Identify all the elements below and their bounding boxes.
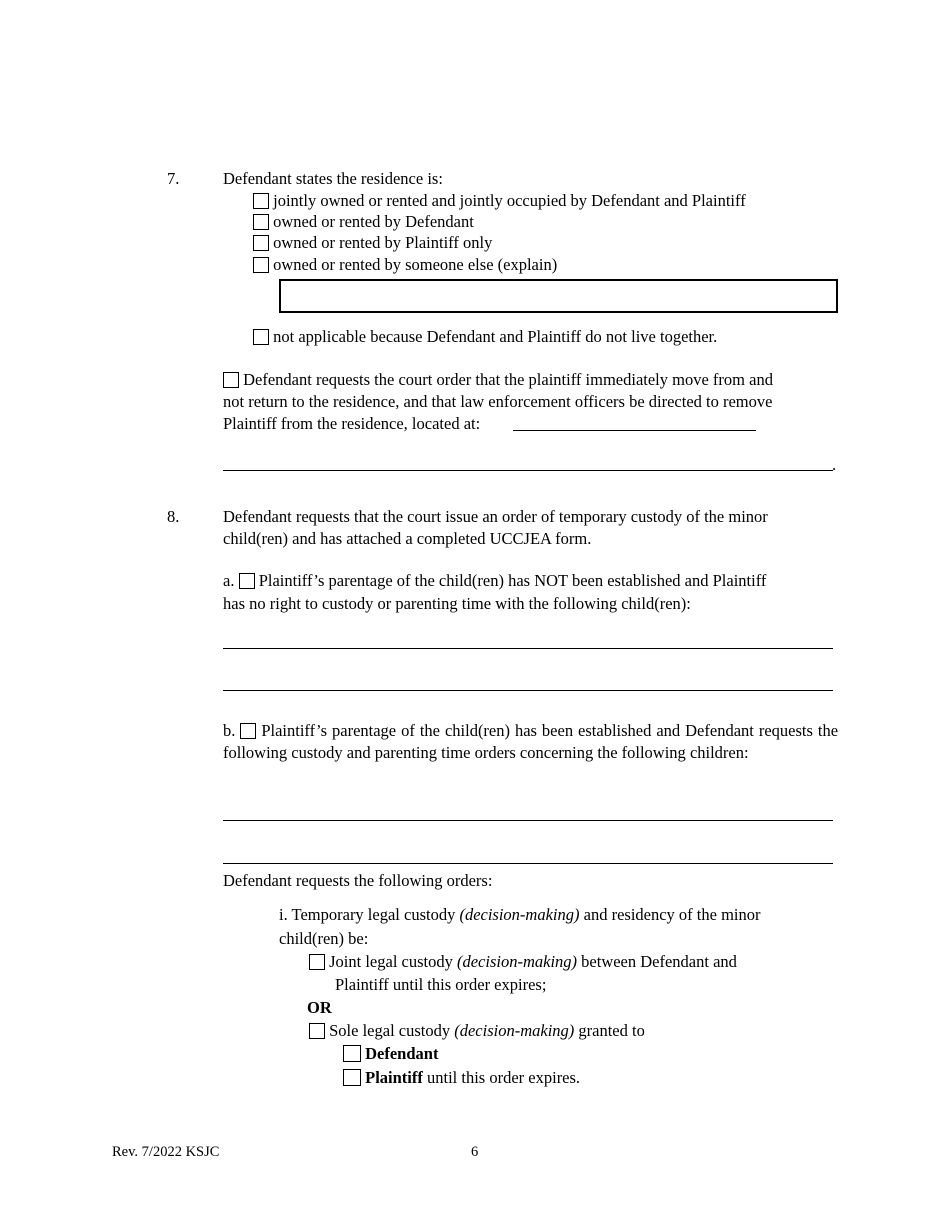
option-b-label: b. bbox=[223, 721, 236, 740]
residence-option-defendant bbox=[253, 211, 474, 233]
option-b-children-line-2[interactable] bbox=[223, 863, 833, 864]
sole-plaintiff-label: Plaintiff bbox=[365, 1068, 423, 1087]
section-8-intro-2: child(ren) and has attached a completed UCCJEA form. bbox=[223, 529, 592, 548]
residence-someone-else-label: owned or rented by someone else (explain) bbox=[273, 255, 558, 274]
legal-custody-line-2: child(ren) be: bbox=[279, 929, 369, 948]
explain-input[interactable] bbox=[279, 279, 838, 313]
residence-plaintiff-label: owned or rented by Plaintiff only bbox=[273, 233, 493, 252]
legal-custody-post: and residency of the minor bbox=[583, 905, 761, 924]
option-a-line-1 bbox=[223, 570, 766, 592]
option-a-label: a. bbox=[223, 571, 235, 590]
joint-custody-pre: Joint legal custody bbox=[329, 952, 453, 971]
joint-custody-option bbox=[309, 951, 737, 973]
residence-option-joint bbox=[253, 190, 746, 212]
sole-custody-post: granted to bbox=[578, 1021, 645, 1040]
residence-someone-else-checkbox[interactable] bbox=[253, 257, 269, 273]
move-request-checkbox[interactable] bbox=[223, 372, 239, 388]
sole-defendant-option bbox=[343, 1043, 438, 1065]
move-request-line-2: not return to the residence, and that law enforcement officers be directed to remove bbox=[223, 392, 773, 411]
option-a-children-line-2[interactable] bbox=[223, 690, 833, 691]
joint-custody-line-2: Plaintiff until this order expires; bbox=[335, 975, 547, 994]
residence-defendant-label: owned or rented by Defendant bbox=[273, 212, 474, 231]
sole-custody-italic: (decision-making) bbox=[454, 1021, 575, 1040]
legal-custody-line-1 bbox=[279, 904, 760, 926]
legal-custody-pre: i. Temporary legal custody bbox=[279, 905, 456, 924]
joint-custody-checkbox[interactable] bbox=[309, 954, 325, 970]
residence-joint-label: jointly owned or rented and jointly occupied by Defendant and Plaintiff bbox=[273, 191, 746, 210]
legal-custody-italic: (decision-making) bbox=[459, 905, 580, 924]
residence-option-not-applicable bbox=[253, 326, 717, 348]
sole-custody-option bbox=[309, 1020, 645, 1042]
sole-custody-pre: Sole legal custody bbox=[329, 1021, 451, 1040]
section-7-number: 7. bbox=[167, 169, 180, 188]
residence-plaintiff-checkbox[interactable] bbox=[253, 235, 269, 251]
sole-plaintiff-post: until this order expires. bbox=[427, 1068, 581, 1087]
section-8-number: 8. bbox=[167, 507, 180, 526]
footer-page-number: 6 bbox=[471, 1144, 479, 1160]
residence-option-plaintiff bbox=[253, 232, 492, 254]
option-b-text-1: Plaintiff’s parentage of the child(ren) has been established and Defendant bbox=[261, 721, 754, 740]
footer-revision: Rev. 7/2022 KSJC bbox=[112, 1144, 220, 1160]
or-label: OR bbox=[307, 998, 332, 1017]
residence-address-line-2[interactable] bbox=[223, 470, 833, 471]
sole-defendant-label: Defendant bbox=[365, 1044, 439, 1063]
move-request-text-1: Defendant requests the court order that the plaintiff immediately move from and bbox=[243, 370, 773, 389]
option-b-text-3: children: bbox=[689, 743, 749, 762]
option-a-checkbox[interactable] bbox=[239, 573, 255, 589]
option-a-text-1: Plaintiff’s parentage of the child(ren) has NOT been established and Plaintiff bbox=[258, 571, 767, 590]
move-request-line-1 bbox=[223, 369, 773, 391]
sole-defendant-checkbox[interactable] bbox=[343, 1045, 361, 1062]
residence-defendant-checkbox[interactable] bbox=[253, 214, 269, 230]
sole-plaintiff-option bbox=[343, 1067, 580, 1089]
joint-custody-post: between Defendant and bbox=[581, 952, 737, 971]
orders-intro: Defendant requests the following orders: bbox=[223, 871, 493, 890]
section-8-intro-1: Defendant requests that the court issue an order of temporary custody of the minor bbox=[223, 507, 768, 526]
sole-custody-checkbox[interactable] bbox=[309, 1023, 325, 1039]
sole-plaintiff-checkbox[interactable] bbox=[343, 1069, 361, 1086]
not-applicable-label: not applicable because Defendant and Plaintiff do not live together. bbox=[273, 327, 718, 346]
address-period: . bbox=[832, 455, 837, 474]
not-applicable-checkbox[interactable] bbox=[253, 329, 269, 345]
section-7-intro: Defendant states the residence is: bbox=[223, 169, 443, 188]
option-a-children-line-1[interactable] bbox=[223, 648, 833, 649]
option-b-checkbox[interactable] bbox=[240, 723, 256, 739]
residence-joint-checkbox[interactable] bbox=[253, 193, 269, 209]
move-request-line-3: Plaintiff from the residence, located at: bbox=[223, 414, 481, 433]
option-b-text-2: requests the following custody and parenting time orders concerning the following bbox=[223, 721, 839, 762]
option-b-children-line-1[interactable] bbox=[223, 820, 833, 821]
joint-custody-italic: (decision-making) bbox=[456, 952, 578, 971]
residence-address-line[interactable] bbox=[513, 430, 756, 431]
option-b-paragraph bbox=[223, 720, 838, 764]
residence-option-someone-else bbox=[253, 254, 557, 276]
or-separator bbox=[307, 997, 332, 1019]
option-a-line-2: has no right to custody or parenting time with the following child(ren): bbox=[223, 594, 691, 613]
